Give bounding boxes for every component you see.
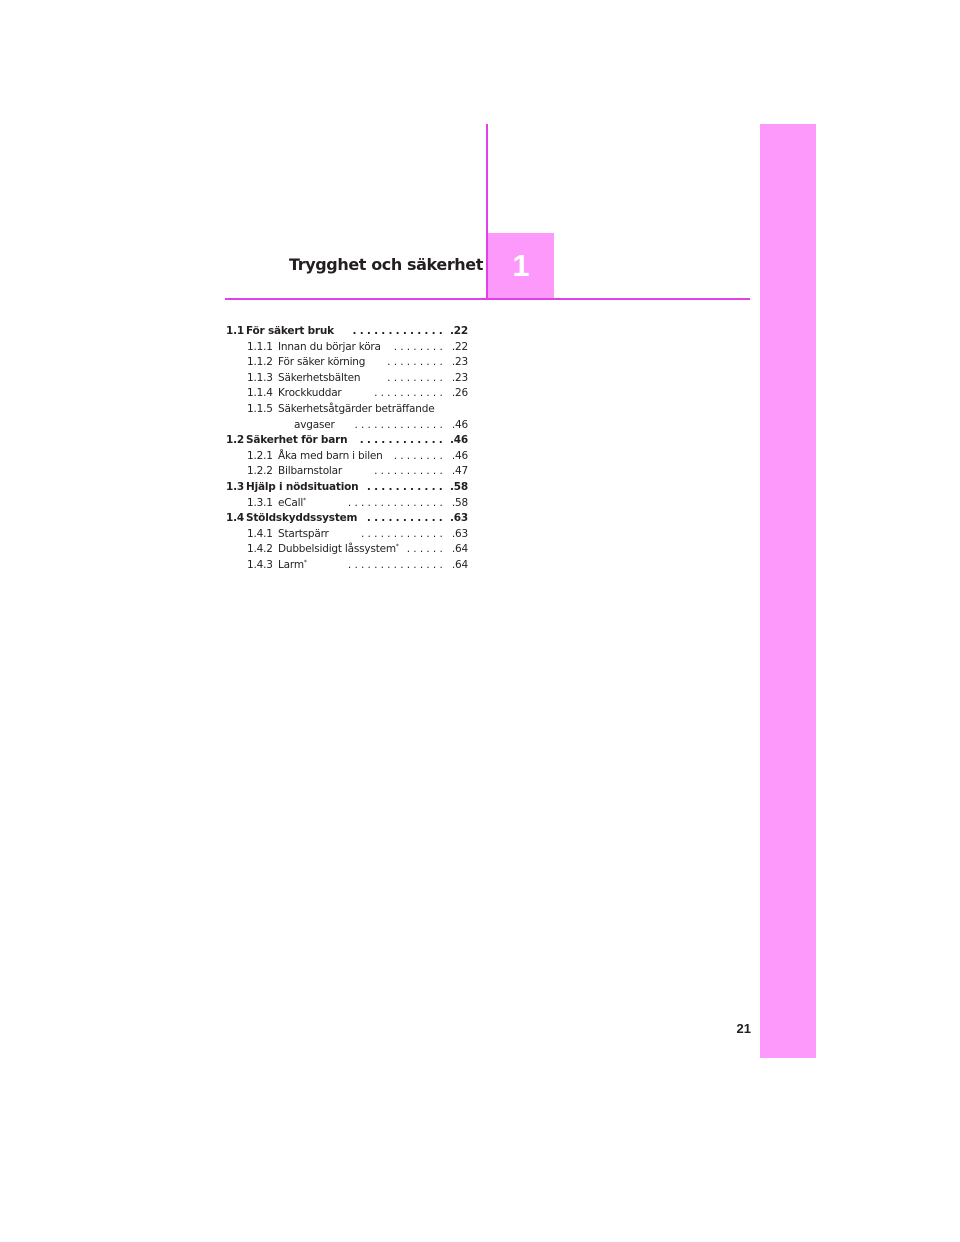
toc-entry[interactable] (226, 355, 468, 371)
dot-leader: ........... (366, 512, 446, 525)
toc-entry[interactable] (226, 527, 468, 543)
toc-entry-label-text: eCall (278, 496, 304, 509)
toc-entry-number: 1.2.2 (247, 465, 273, 478)
dot-leader: ............. (361, 527, 446, 540)
dot-leader: ........... (366, 480, 446, 493)
toc-entry-page: .58 (449, 480, 468, 493)
toc-entry-number: 1.1.2 (247, 356, 273, 369)
chapter-number-box (488, 233, 554, 298)
dot-leader: ........ (393, 449, 446, 462)
toc-entry-number: 1.3 (226, 480, 245, 493)
toc-entry[interactable] (226, 496, 468, 512)
toc-entry[interactable] (226, 386, 468, 402)
toc-entry-label: Säkerhet för barn (246, 434, 348, 447)
toc-entry-number: 1.4.3 (247, 558, 273, 571)
toc-entry-continuation[interactable] (226, 418, 468, 434)
toc-entry-page: .47 (451, 465, 468, 478)
dot-leader: ............ (359, 434, 446, 447)
dot-leader: ......... (387, 356, 446, 369)
toc-entry-number: 1.2.1 (247, 449, 273, 462)
dot-leader: ............. (352, 325, 446, 337)
dot-leader: ......... (387, 371, 446, 384)
toc-entry-label: Krockkuddar (278, 387, 342, 400)
toc-entry-label: För säker körning (278, 356, 366, 369)
toc-entry-label: För säkert bruk (246, 325, 334, 337)
footnote-marker: * (303, 558, 307, 566)
toc-entry-label: Hjälp i nödsituation (246, 480, 359, 493)
header-horizontal-rule (225, 298, 750, 300)
chapter-title: Trygghet och säkerhet (288, 255, 483, 274)
toc-entry-label (278, 558, 307, 574)
toc-entry-label: Säkerhetsbälten (278, 371, 361, 384)
footnote-marker: * (395, 543, 399, 551)
page-number: 21 (736, 1021, 751, 1036)
toc-entry[interactable] (226, 371, 468, 387)
toc-entry-page: .64 (451, 558, 468, 571)
toc-entry-label: Innan du börjar köra (278, 340, 381, 353)
toc-entry[interactable] (226, 480, 468, 496)
toc-entry[interactable] (226, 558, 468, 574)
footnote-marker: * (303, 496, 306, 504)
toc-entry-page: .63 (449, 512, 468, 525)
toc-entry-number: 1.1.4 (247, 387, 273, 400)
chapter-number: 1 (512, 248, 530, 283)
toc-entry-label: avgaser (294, 418, 335, 431)
table-of-contents (226, 324, 468, 574)
toc-entry[interactable] (226, 324, 468, 340)
toc-entry-label: Säkerhetsåtgärder beträffande (278, 402, 435, 415)
toc-entry-page: .26 (451, 387, 468, 400)
toc-entry-label: Stöldskyddssystem (246, 512, 358, 525)
toc-entry-number: 1.1.1 (247, 340, 273, 353)
toc-entry-page: .46 (449, 434, 468, 447)
toc-entry-label: Bilbarnstolar (278, 465, 343, 478)
toc-entry-number: 1.4 (226, 512, 245, 525)
toc-entry-page: .46 (451, 418, 468, 431)
toc-entry-page: .46 (451, 449, 468, 462)
toc-entry[interactable] (226, 402, 468, 418)
dot-leader: .............. (354, 418, 446, 431)
toc-entry-page: .22 (451, 340, 468, 353)
dot-leader: ........... (374, 465, 446, 478)
toc-entry-label-text: Dubbelsidigt låssystem (278, 543, 396, 556)
dot-leader: ............... (347, 558, 446, 571)
toc-entry-label: Startspärr (278, 527, 329, 540)
toc-entry-number: 1.2 (226, 434, 245, 447)
toc-entry-page: .23 (451, 371, 468, 384)
toc-entry[interactable] (226, 449, 468, 465)
toc-entry-number: 1.3.1 (247, 496, 273, 509)
toc-entry-number: 1.1 (226, 325, 245, 337)
dot-leader: ........... (374, 387, 446, 400)
toc-entry-number: 1.4.2 (247, 543, 273, 556)
toc-entry-label (278, 542, 399, 558)
toc-entry-page: .58 (451, 496, 468, 509)
toc-entry-page: .22 (449, 325, 468, 337)
toc-entry-page: .63 (451, 527, 468, 540)
dot-leader: ............... (347, 496, 446, 509)
toc-entry[interactable] (226, 433, 468, 449)
toc-entry-page: .64 (451, 543, 468, 556)
toc-entry-label (278, 496, 306, 512)
toc-entry-number: 1.1.5 (247, 402, 273, 415)
toc-entry[interactable] (226, 340, 468, 356)
toc-entry[interactable] (226, 542, 468, 558)
chapter-side-tab[interactable] (760, 124, 816, 1058)
toc-entry[interactable] (226, 464, 468, 480)
toc-entry-label-text: Larm (278, 558, 304, 571)
dot-leader: ........ (393, 340, 446, 353)
toc-entry-number: 1.1.3 (247, 371, 273, 384)
toc-entry-number: 1.4.1 (247, 527, 273, 540)
toc-entry-page: .23 (451, 356, 468, 369)
toc-entry-label: Åka med barn i bilen (278, 449, 383, 462)
toc-entry[interactable] (226, 511, 468, 527)
dot-leader: ...... (406, 543, 446, 556)
